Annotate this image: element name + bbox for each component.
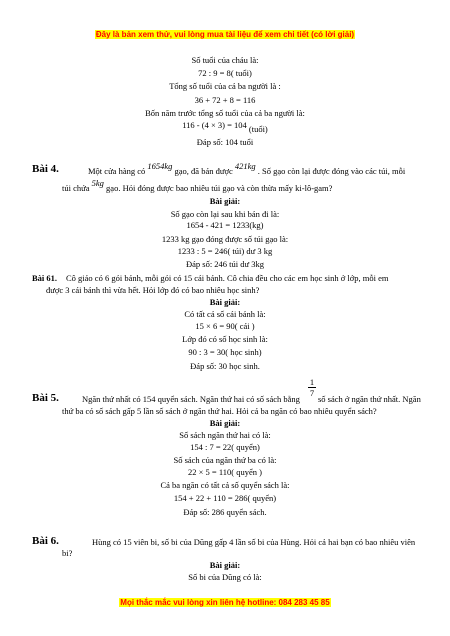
- fraction-numerator: 1: [309, 377, 315, 387]
- problem-5-step-4: [0, 467, 450, 477]
- problem-5-question-line-1b: số sách ở ngăn thứ nhất. Ngăn: [318, 394, 421, 404]
- prev-unit-1: ( tuổi): [230, 68, 252, 78]
- problem-5-question-line-2: thứ ba có số sách gấp 5 lần số sách ở ngăn thứ hai. Hỏi cả ba ngăn có bao nhiêu quyển sách?: [62, 406, 377, 416]
- problem-4-text-b: gạo, đã bán được: [174, 166, 233, 176]
- prev-line-6: [0, 120, 450, 134]
- problem-4-step-4: [0, 246, 450, 256]
- problem-6-heading: Bài 6.: [32, 535, 59, 547]
- prev-line-2: [0, 68, 450, 78]
- problem-4-step-1: Số gạo còn lại sau khi bán đi là:: [170, 209, 280, 219]
- problem-5-unit-1: ( quyển): [231, 442, 260, 452]
- top-banner-wrap: [0, 24, 450, 42]
- problem-5-step-5: Cả ba ngăn có tất cả số quyển sách là:: [160, 480, 290, 490]
- problem-6-solution-title: Bài giải:: [209, 560, 241, 570]
- problem-4-answer: Đáp số: 246 túi dư 3kg: [185, 259, 265, 269]
- problem-5-step-3: Số sách của ngăn thứ ba có là:: [173, 455, 277, 465]
- bottom-banner: Mọi thắc mắc vui lòng xin liên hệ hotline: 084 283 45 85: [120, 598, 330, 607]
- problem-4-step-2: 1654 - 421 = 1233(kg): [186, 220, 264, 230]
- problem-61-solution-title: Bài giải:: [209, 297, 241, 307]
- problem-61-step-4: [0, 347, 450, 357]
- fraction-denominator: 7: [309, 388, 315, 398]
- problem-5-calc-1: 154 : 7 = 22: [190, 442, 232, 452]
- problem-5-heading: Bài 5.: [32, 392, 59, 404]
- problem-4-question-line-1: [88, 161, 406, 176]
- problem-5-calc-3: 154 + 22 + 110 = 286: [173, 493, 248, 503]
- problem-61-calc-2: 90 : 3 = 30: [188, 347, 226, 357]
- problem-61-calc-1: 15 × 6 = 90: [195, 321, 235, 331]
- top-banner: Đây là bản xem thử, vui lòng mua tài liệu để xem chi tiết (có lời giải): [95, 30, 355, 39]
- prev-line-1: Số tuổi của cháu là:: [191, 55, 259, 65]
- problem-5-step-2: [0, 442, 450, 452]
- prev-line-4: 36 + 72 + 8 = 116: [194, 95, 256, 105]
- problem-5-step-1: Số sách ngăn thứ hai có là:: [179, 430, 271, 440]
- bottom-banner-wrap: [0, 592, 450, 610]
- problem-4-solution-title: Bài giải:: [209, 196, 241, 206]
- problem-4-text-a: Một cửa hàng có: [88, 166, 146, 176]
- problem-4-num-2: 421kg: [234, 161, 256, 171]
- problem-4-heading: Bài 4.: [32, 163, 59, 175]
- prev-calc-1: 72 : 9 = 8: [198, 68, 231, 78]
- problem-61-step-3: Lớp đó có số học sinh là:: [182, 334, 268, 344]
- problem-4-text-d: túi chứa: [62, 183, 90, 193]
- problem-61-question-line-2: được 3 cái bánh thì vừa hết. Hỏi lớp đó có bao nhiêu học sinh?: [46, 285, 260, 295]
- prev-answer: Đáp số: 104 tuổi: [196, 137, 254, 147]
- problem-4-text-e: gạo. Hỏi đóng được bao nhiêu túi gạo và còn thừa mấy ki-lô-gam?: [106, 183, 333, 193]
- problem-5-fraction: [308, 377, 316, 398]
- prev-unit-2: (tuổi): [248, 124, 268, 134]
- problem-61-step-1: Có tất cả số cái bánh là:: [184, 309, 266, 319]
- problem-4-text-c: . Số gạo còn lại được đóng vào các túi, mỗi: [257, 166, 406, 176]
- problem-5-calc-2: 22 × 5 = 110: [188, 467, 232, 477]
- problem-5-question-line-1a: Ngăn thứ nhất có 154 quyển sách. Ngăn thứ hai có số sách bằng: [82, 394, 300, 404]
- problem-5-unit-3: ( quyển): [247, 493, 277, 503]
- problem-4-calc-unit: ( túi) dư 3 kg: [227, 246, 273, 256]
- problem-5-unit-2: ( quyển ): [231, 467, 262, 477]
- prev-line-5: Bốn năm trước tổng số tuổi của cả ba người là:: [145, 108, 305, 118]
- problem-61-heading: Bài 61.: [32, 273, 58, 283]
- problem-6-question-line-2: bi?: [62, 548, 73, 558]
- problem-61-question-line-1: Cô giáo có 6 gói bánh, mỗi gói có 15 cái bánh. Cô chia đều cho các em học sinh ở lớp, mỗi em: [66, 273, 389, 283]
- problem-4-num-1: 1654kg: [147, 161, 173, 171]
- prev-calc-2: 116 - (4 × 3) = 104: [182, 120, 247, 130]
- problem-4-calc: 1233 : 5 = 246: [177, 246, 228, 256]
- problem-61-step-2: [0, 321, 450, 331]
- prev-line-3: Tổng số tuổi của cả ba người là :: [169, 81, 281, 91]
- problem-4-num-3: 5kg: [91, 178, 104, 188]
- problem-6-step-1: Số bi của Dũng có là:: [188, 572, 262, 582]
- problem-4-question-line-2: [62, 178, 333, 193]
- problem-61-unit-2: ( học sinh): [225, 347, 262, 357]
- problem-61-answer: Đáp số: 30 học sinh.: [190, 361, 260, 371]
- problem-61-unit-1: ( cái ): [234, 321, 255, 331]
- problem-4-step-3: 1233 kg gạo đóng được số túi gạo là:: [161, 234, 289, 244]
- problem-6-question-line-1: Hùng có 15 viên bi, số bi của Dũng gấp 4 lần số bi của Hùng. Hỏi cả hai bạn có bao nhiêu viên: [92, 537, 416, 547]
- problem-5-step-6: [0, 493, 450, 503]
- problem-5-solution-title: Bài giải:: [209, 418, 241, 428]
- problem-5-answer: Đáp số: 286 quyển sách.: [183, 507, 267, 517]
